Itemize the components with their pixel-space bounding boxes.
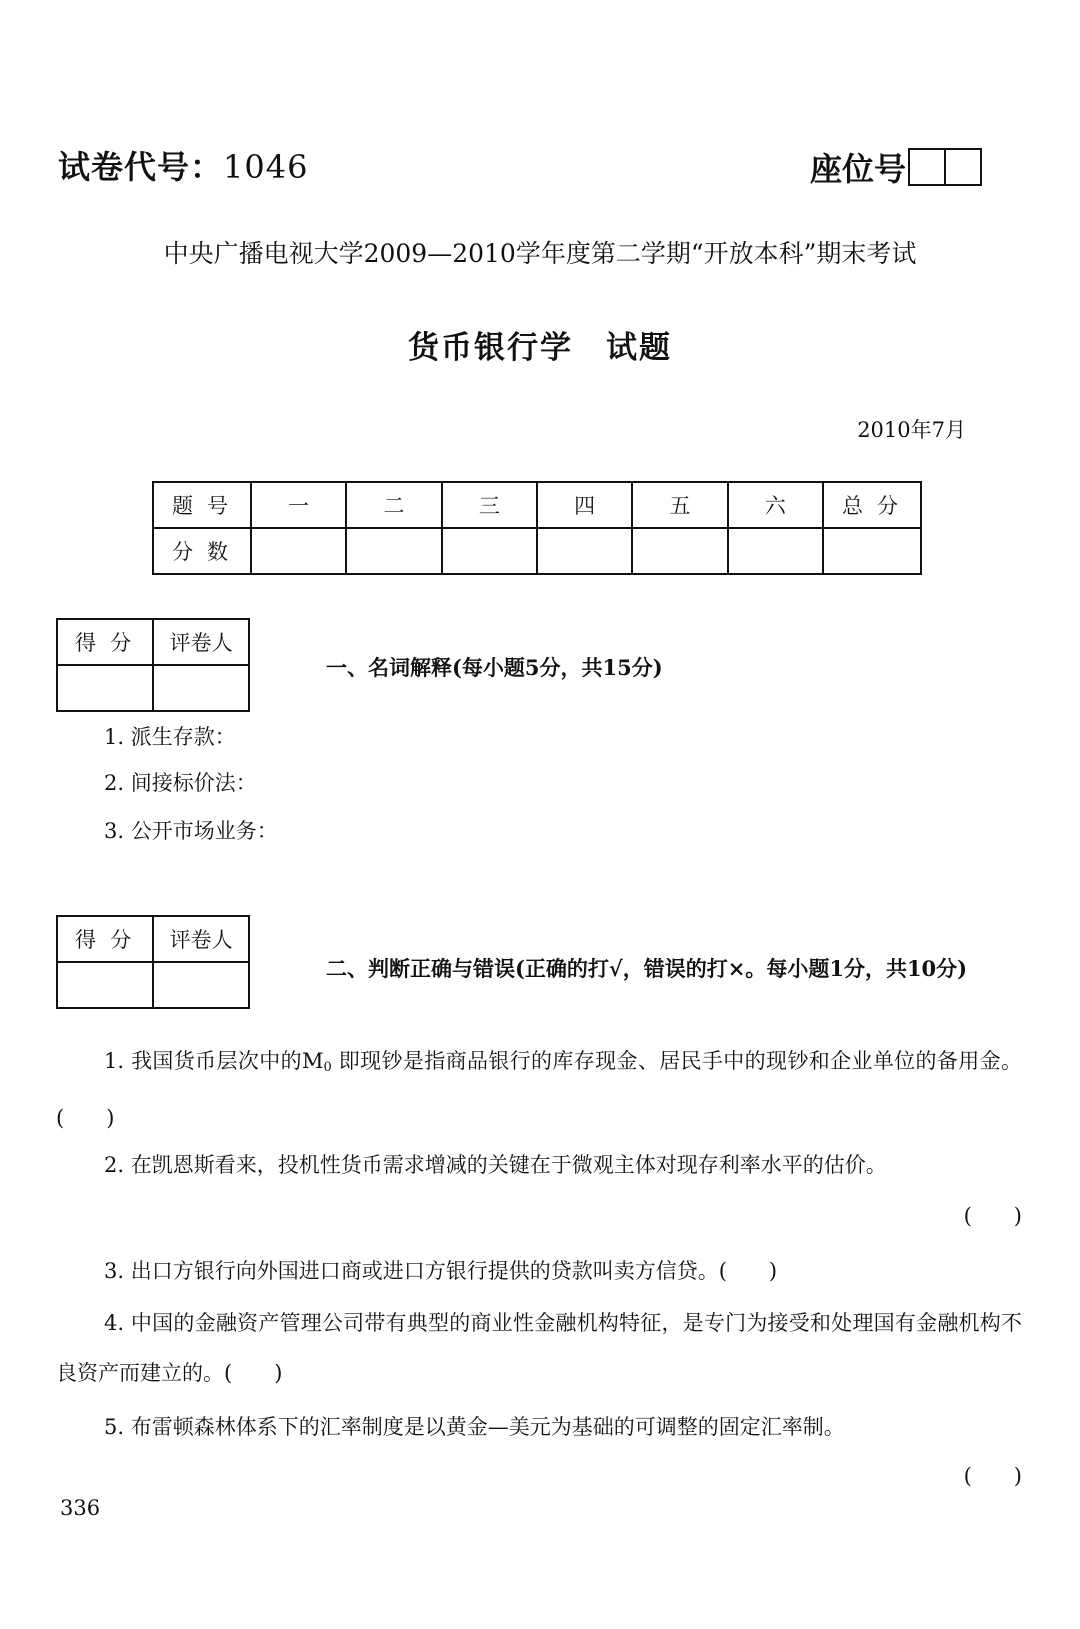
grader-score-label: 得分 [57, 916, 153, 962]
score-table-score-row [153, 528, 921, 574]
score-row-label: 分数 [153, 528, 251, 574]
grader-label: 评卷人 [153, 619, 249, 665]
question-2: 2. 在凯恩斯看来，投机性货币需求增减的关键在于微观主体对现存利率水平的估价。 [104, 1153, 887, 1177]
score-table-header-row [153, 482, 921, 528]
score-table-header: 五 [632, 482, 727, 528]
exam-title: 中央广播电视大学2009—2010学年度第二学期“开放本科”期末考试 [163, 239, 917, 268]
score-cell [632, 528, 727, 574]
question-5-answer-paren: ( ) [963, 1464, 1022, 1488]
term-item: 2. 间接标价法： [104, 771, 257, 795]
exam-date: 2010年7月 [857, 418, 966, 442]
question-1-text-b: 即现钞是指商品银行的库存现金、居民手中的现钞和企业单位的备用金。( ) [56, 1049, 1022, 1130]
question-3: 3. 出口方银行向外国进口商或进口方银行提供的贷款叫卖方信贷。( ) [104, 1259, 778, 1283]
grader-box-section1 [56, 618, 250, 712]
seat-boxes [910, 148, 982, 186]
question-1 [56, 1036, 1022, 1143]
question-2-answer-paren: ( ) [963, 1204, 1022, 1228]
grader-score-cell [57, 962, 153, 1008]
seat-box [944, 148, 982, 186]
section2-heading: 二、判断正确与错误(正确的打√，错误的打×。每小题1分，共10分) [326, 956, 968, 981]
score-table-header: 题号 [153, 482, 251, 528]
question-5: 5. 布雷顿森林体系下的汇率制度是以黄金—美元为基础的可调整的固定汇率制。 [104, 1415, 845, 1439]
grader-box-section2 [56, 915, 250, 1009]
score-table-header: 总分 [823, 482, 921, 528]
seat-label: 座位号 [809, 150, 906, 188]
score-table-header: 三 [442, 482, 537, 528]
grader-score-label: 得分 [57, 619, 153, 665]
score-table-header: 一 [251, 482, 346, 528]
seat-number [810, 144, 982, 190]
term-item: 3. 公开市场业务： [104, 819, 278, 843]
score-cell [728, 528, 823, 574]
subject-title: 货币银行学 试题 [408, 330, 672, 366]
question-4: 4. 中国的金融资产管理公司带有典型的商业性金融机构特征，是专门为接受和处理国有金融机构不良资产而建立的。( ) [56, 1311, 1022, 1385]
question-1-text-a: 1. 我国货币层次中的M [104, 1049, 324, 1073]
paper-code-number: 1046 [223, 148, 309, 186]
score-table-header: 六 [728, 482, 823, 528]
score-cell [346, 528, 441, 574]
score-table [152, 481, 922, 575]
grader-label: 评卷人 [153, 916, 249, 962]
score-cell [251, 528, 346, 574]
term-item: 1. 派生存款： [104, 725, 236, 749]
grader-name-cell [153, 962, 249, 1008]
score-cell [442, 528, 537, 574]
question-1-subscript: 0 [323, 1060, 332, 1075]
seat-box [908, 148, 946, 186]
score-table-header: 四 [537, 482, 632, 528]
paper-code [58, 142, 308, 188]
paper-code-label: 试卷代号： [58, 148, 224, 186]
score-cell [823, 528, 921, 574]
grader-name-cell [153, 665, 249, 711]
page-number: 336 [60, 1496, 101, 1520]
score-table-header: 二 [346, 482, 441, 528]
grader-score-cell [57, 665, 153, 711]
score-cell [537, 528, 632, 574]
section1-heading: 一、名词解释(每小题5分，共15分) [326, 655, 663, 680]
